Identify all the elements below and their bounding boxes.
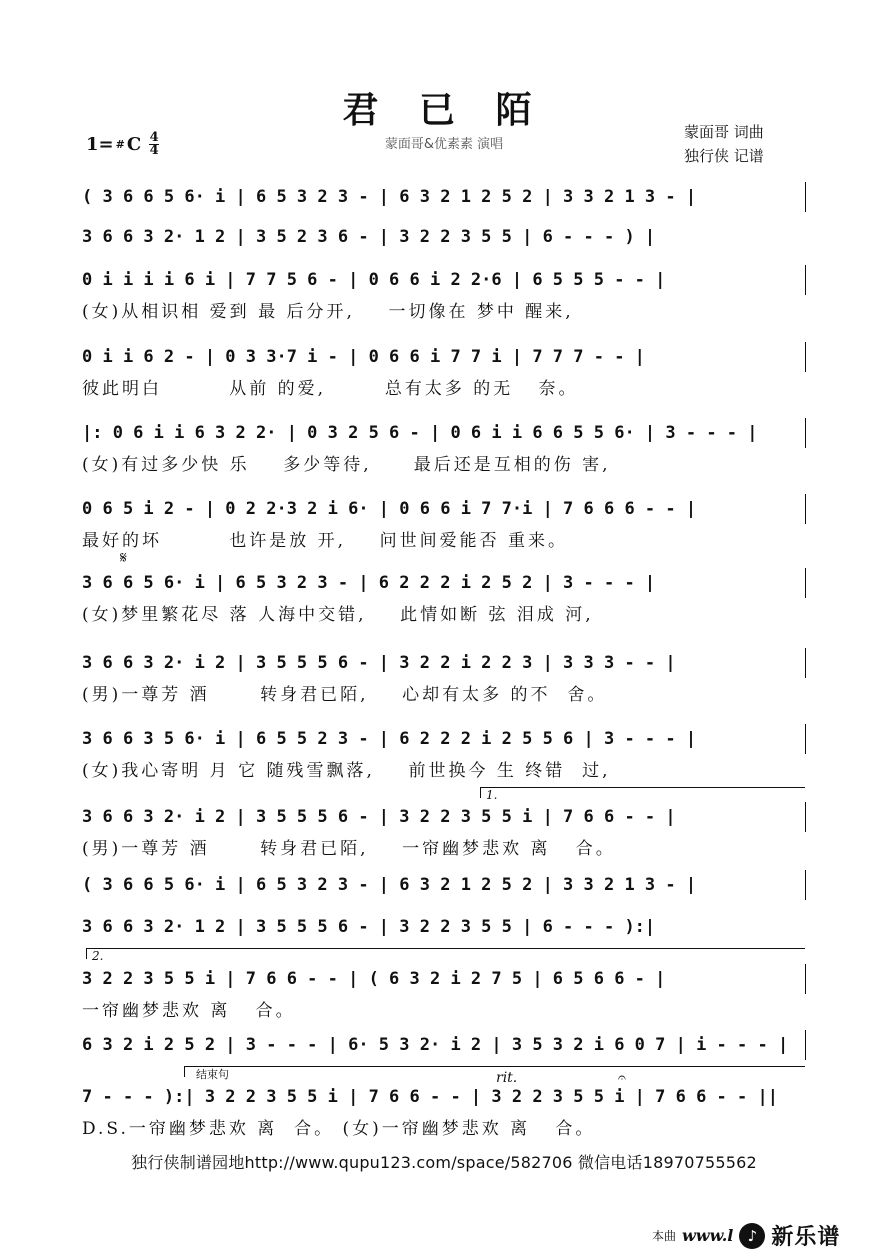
lyric-line: (女)我心寄明 月 它 随残雪飘落, 前世换今 生 终错 过, — [82, 761, 611, 781]
staff-system-12 — [82, 912, 806, 942]
staff-system-8 — [82, 648, 806, 705]
staff-system-2 — [82, 222, 806, 252]
barline — [805, 182, 806, 212]
key-label: 1= — [86, 134, 114, 155]
staff-system-9 — [82, 724, 806, 781]
staff-system-5 — [82, 418, 806, 475]
barline — [805, 964, 806, 994]
segno-mark: 𝄋 — [120, 548, 127, 567]
note-line: 3 6 6 5 6· i | 6 5 3 2 3 - | 6 2 2 2 i 2 5 2 | 3 - - - | — [82, 573, 656, 593]
ending-bracket — [184, 1066, 805, 1077]
volta-1-bracket — [480, 787, 805, 798]
volta-1-label: 1. — [486, 788, 498, 802]
lyric-line: 彼此明白 从前 的爱, 总有太多 的无 奈。 — [82, 379, 579, 399]
key-tonic: C — [126, 134, 142, 155]
staff-system-1 — [82, 182, 806, 212]
staff-system-13 — [82, 964, 806, 1021]
barline — [805, 870, 806, 900]
volta-2-bracket — [86, 948, 805, 959]
time-bottom: 4 — [149, 143, 159, 158]
barline — [805, 1030, 806, 1060]
time-top: 4 — [149, 130, 159, 145]
note-line: 3 6 6 3 2· i 2 | 3 5 5 5 6 - | 3 2 2 3 5 5 i | 7 6 6 - - | — [82, 807, 676, 827]
staff-system-14 — [82, 1030, 806, 1060]
ending-label: 结束句 — [196, 1068, 229, 1081]
note-line: |: 0 6 i i 6 3 2 2· | 0 3 2 5 6 - | 0 6 i i 6 6 5 5 6· | 3 - - - | — [82, 423, 758, 443]
barline — [805, 568, 806, 598]
rit-mark: rit. — [496, 1070, 518, 1086]
barline — [805, 342, 806, 372]
lyric-line: (男)一尊芳 酒 转身君已陌, 心却有太多 的不 舍。 — [82, 685, 608, 705]
staff-system-3 — [82, 265, 806, 322]
note-line: 3 6 6 3 5 6· i | 6 5 5 2 3 - | 6 2 2 2 i 2 5 5 6 | 3 - - - | — [82, 729, 697, 749]
lyric-line: 最好的坏 也许是放 开, 问世间爱能否 重来。 — [82, 531, 569, 551]
watermark-prefix: 本曲 — [652, 1229, 677, 1243]
lyric-line: (女)梦里繁花尽 落 人海中交错, 此情如断 弦 泪成 河, — [82, 605, 594, 625]
barline — [805, 802, 806, 832]
credits — [684, 120, 764, 168]
lyric-line: 一帘幽梦悲欢 离 合。 — [82, 1001, 296, 1021]
singers-line: 蒙面哥&优素素 演唱 — [384, 137, 504, 152]
music-note-icon: ♪ — [739, 1223, 765, 1249]
transcriber: 独行侠 记谱 — [684, 147, 764, 165]
watermark — [652, 1220, 840, 1251]
sharp-sign: # — [115, 138, 125, 151]
barline — [805, 418, 806, 448]
barline — [805, 724, 806, 754]
lyricist-composer: 蒙面哥 词曲 — [684, 123, 764, 141]
song-title: 君 已 陌 — [342, 89, 546, 131]
staff-system-6 — [82, 494, 806, 551]
staff-system-11 — [82, 870, 806, 900]
note-line: 0 6 5 i 2 - | 0 2 2·3 2 i 6· | 0 6 6 i 7 7·i | 7 6 6 6 - - | — [82, 499, 697, 519]
lyric-line: D.S.一帘幽梦悲欢 离 合。 (女)一帘幽梦悲欢 离 合。 — [82, 1119, 596, 1139]
note-line: ( 3 6 6 5 6· i | 6 5 3 2 3 - | 6 3 2 1 2 5 2 | 3 3 2 1 3 - | — [82, 875, 697, 895]
watermark-brand: 新乐谱 — [771, 1225, 841, 1250]
staff-system-7 — [82, 568, 806, 625]
footer-contact: 独行侠制谱园地http://www.qupu123.com/space/582706 微信电话18970755562 — [131, 1153, 757, 1172]
lyric-line: (女)从相识相 爱到 最 后分开, 一切像在 梦中 醒来, — [82, 302, 574, 322]
note-line: 3 6 6 3 2· 1 2 | 3 5 2 3 6 - | 3 2 2 3 5 5 | 6 - - - ) | — [82, 227, 656, 247]
note-line: 3 6 6 3 2· i 2 | 3 5 5 5 6 - | 3 2 2 i 2 2 3 | 3 3 3 - - | — [82, 653, 676, 673]
staff-system-15 — [82, 1082, 806, 1139]
note-line: 3 2 2 3 5 5 i | 7 6 6 - - | ( 6 3 2 i 2 7 5 | 6 5 6 6 - | — [82, 969, 666, 989]
note-line: 0 i i 6 2 - | 0 3 3·7 i - | 0 6 6 i 7 7 i | 7 7 7 - - | — [82, 347, 645, 367]
note-line: 3 6 6 3 2· 1 2 | 3 5 5 5 6 - | 3 2 2 3 5 5 | 6 - - - ):| — [82, 917, 656, 937]
watermark-site: www.l — [682, 1226, 734, 1245]
barline — [805, 265, 806, 295]
lyric-line: (女)有过多少快 乐 多少等待, 最后还是互相的伤 害, — [82, 455, 611, 475]
staff-system-4 — [82, 342, 806, 399]
volta-2-label: 2. — [92, 949, 104, 963]
barline — [805, 648, 806, 678]
note-line: 6 3 2 i 2 5 2 | 3 - - - | 6· 5 3 2· i 2 | 3 5 3 2 i 6 0 7 | i - - - | — [82, 1035, 789, 1055]
note-line: 0 i i i i 6 i | 7 7 5 6 - | 0 6 6 i 2 2·6 | 6 5 5 5 - - | — [82, 270, 666, 290]
lyric-line: (男)一尊芳 酒 转身君已陌, 一帘幽梦悲欢 离 合。 — [82, 839, 616, 859]
note-line: ( 3 6 6 5 6· i | 6 5 3 2 3 - | 6 3 2 1 2 5 2 | 3 3 2 1 3 - | — [82, 187, 697, 207]
note-line: 7 - - - ):| 3 2 2 3 5 5 i | 7 6 6 - - | 3 2 2 3 5 5 i | 7 6 6 - - || — [82, 1087, 778, 1107]
barline — [805, 494, 806, 524]
fermata-mark: 𝄐 — [618, 1070, 626, 1086]
staff-system-10 — [82, 802, 806, 859]
